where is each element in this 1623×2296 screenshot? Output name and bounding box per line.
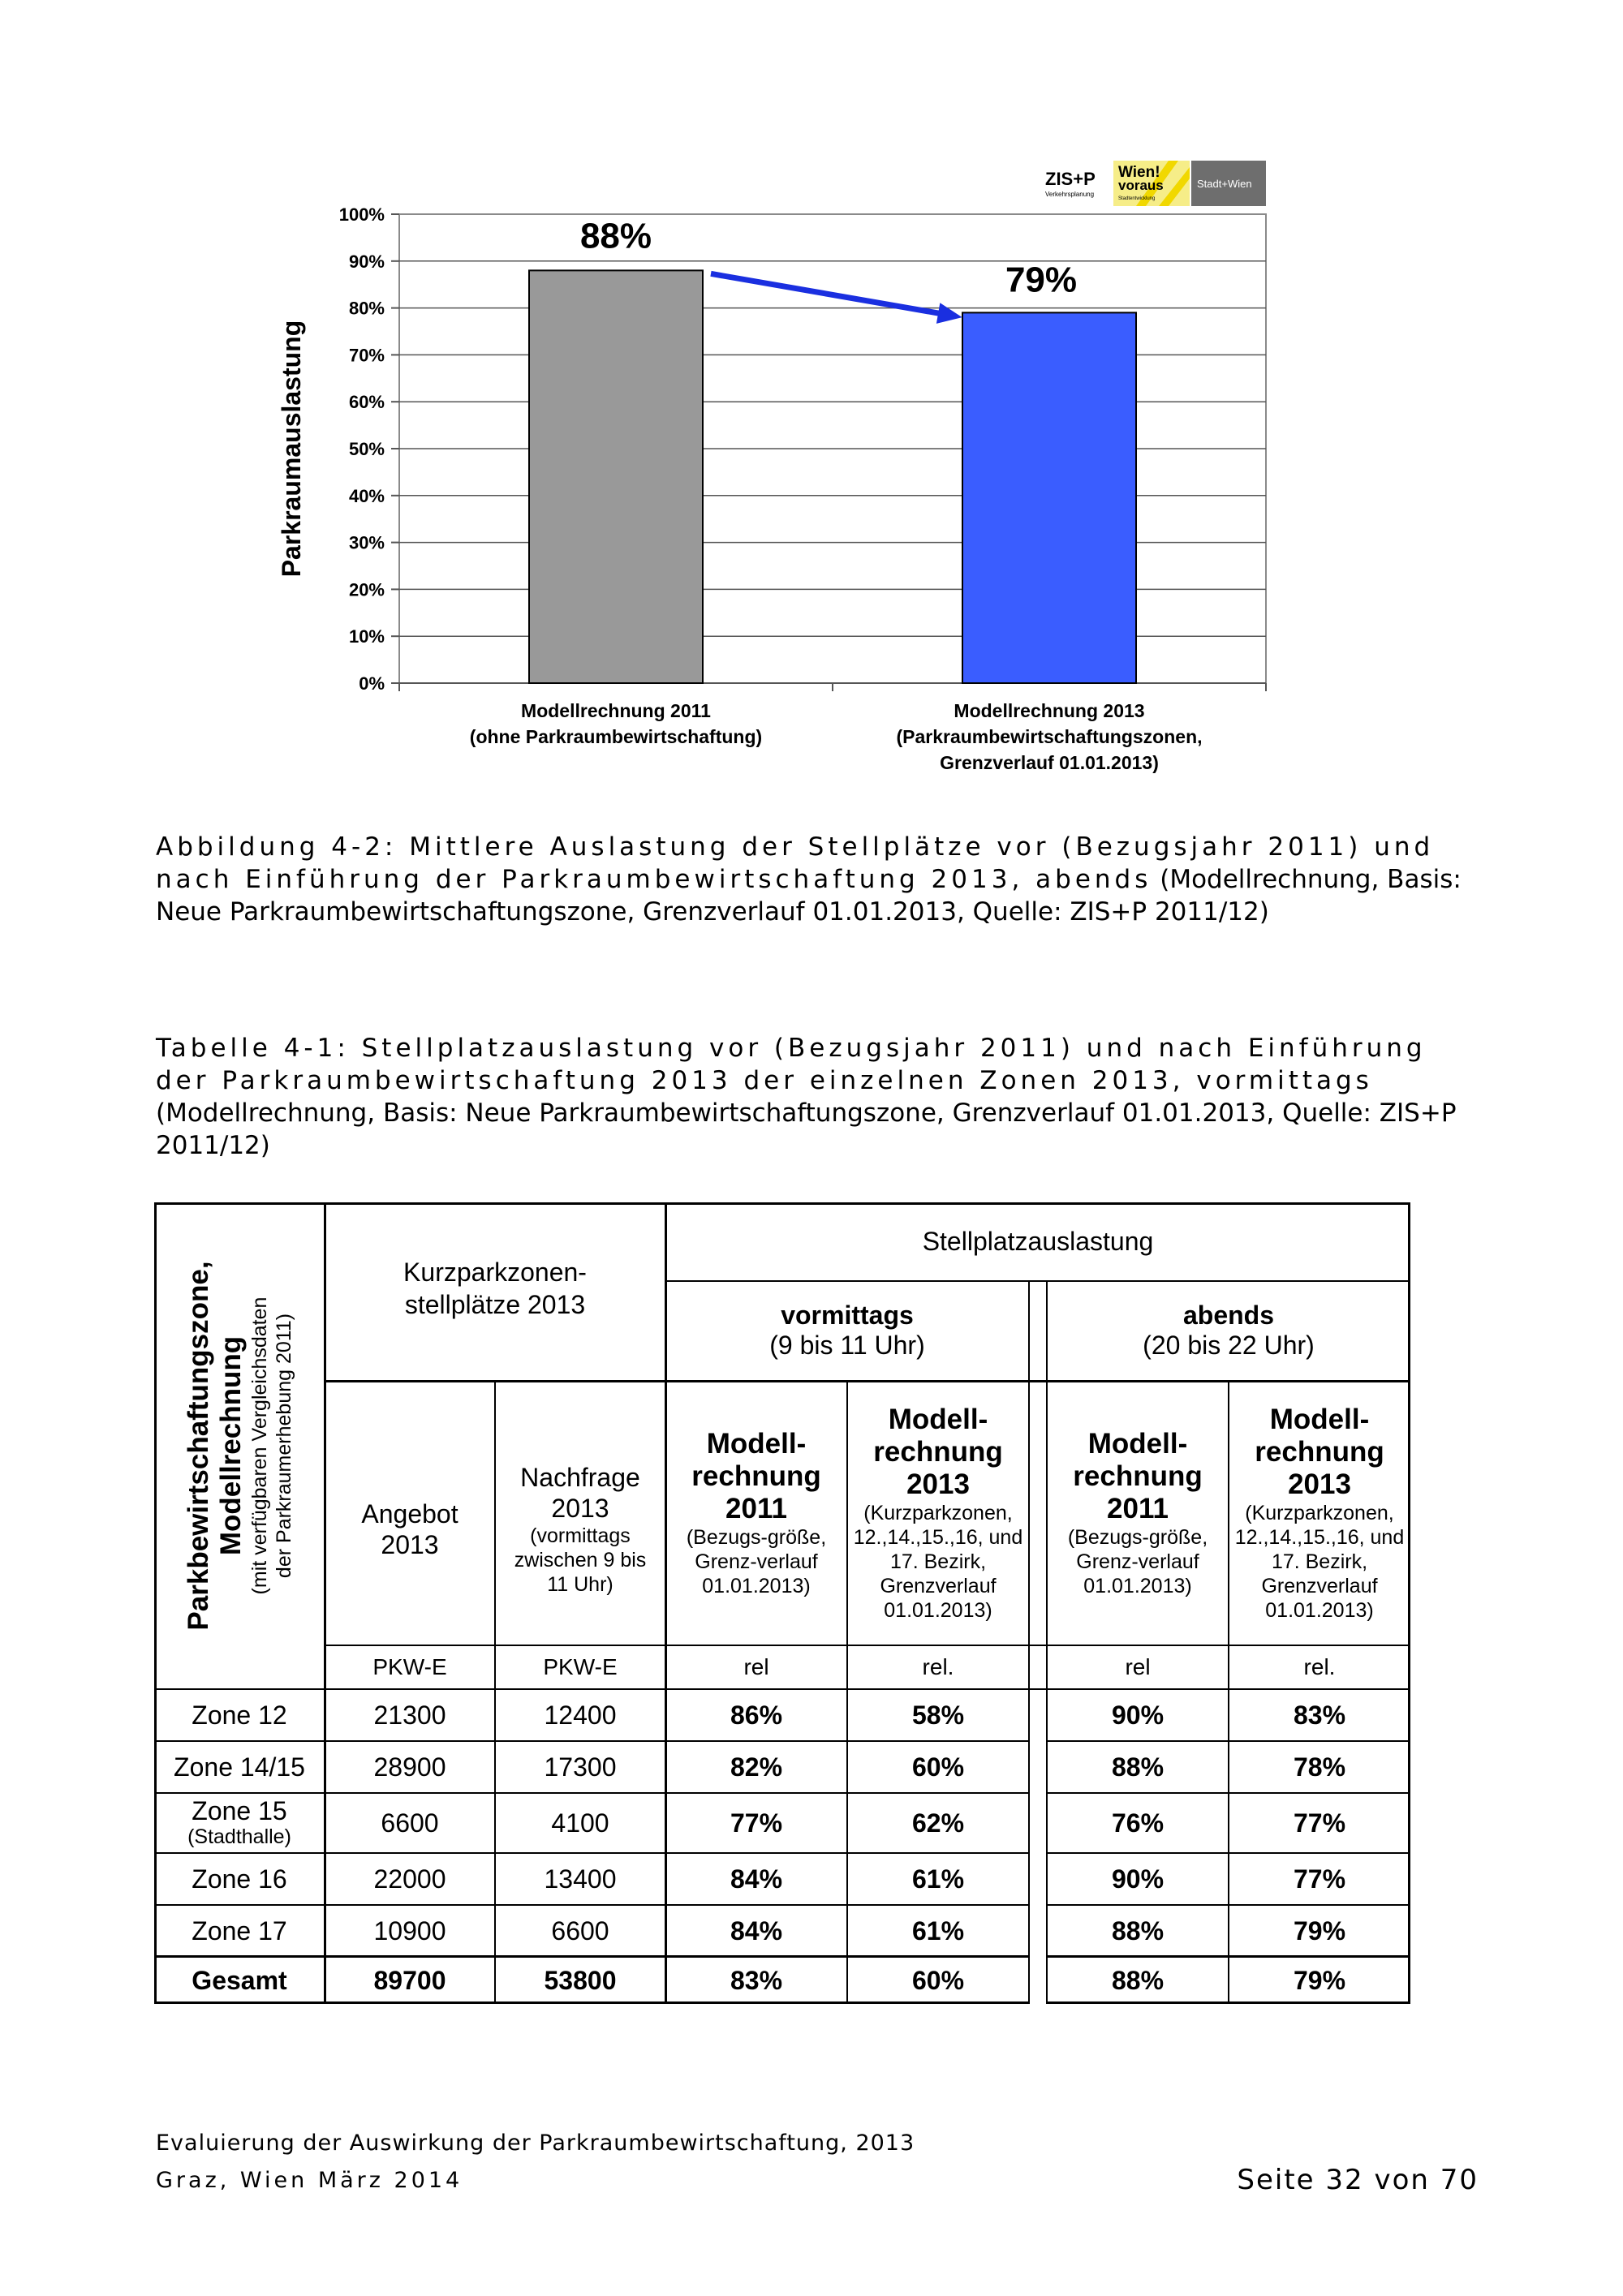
bar-chart xyxy=(0,0,1623,795)
cell-value: 60% xyxy=(911,1752,965,1782)
table-rule xyxy=(494,1380,496,2004)
cell-value: 78% xyxy=(1293,1752,1346,1782)
table-rule xyxy=(324,1202,326,2004)
table-cell xyxy=(665,1741,847,1793)
a2013-header: Modell-rechnung 2013 (Kurzparkzonen, 12.,14.,15.,16, und 17. Bezirk, Grenzverlauf 01.01.2013) xyxy=(1234,1404,1405,1622)
cell-value: 86% xyxy=(730,1700,783,1730)
bar-2 xyxy=(962,312,1136,683)
table-row-label xyxy=(154,1689,325,1741)
zone-header-rotated xyxy=(183,1219,296,1673)
category-label: (Parkraumbewirtschaftungszonen, xyxy=(896,726,1203,747)
results-table xyxy=(154,1202,1410,2004)
table-cell xyxy=(325,1853,495,1905)
bar-1 xyxy=(529,270,703,683)
table-rule xyxy=(665,1202,667,2004)
table-cell xyxy=(665,1793,847,1853)
table-cell xyxy=(1229,1853,1410,1905)
cell-value: Zone 15 xyxy=(192,1796,287,1825)
table-cell xyxy=(847,1853,1029,1905)
table-rule xyxy=(1046,1280,1048,2004)
cell-value: Zone 17 xyxy=(192,1915,287,1946)
table-rule xyxy=(154,1792,1029,1794)
cell-value: 21300 xyxy=(373,1700,446,1730)
cell-value: 79% xyxy=(1293,1965,1346,1995)
y-tick-label: 40% xyxy=(348,485,385,506)
table-cell xyxy=(325,1905,495,1957)
table-cell xyxy=(1047,1853,1229,1905)
table-rule xyxy=(154,2001,1029,2004)
data-label-2: 79% xyxy=(1005,260,1078,300)
category-label: (ohne Parkraumbewirtschaftung) xyxy=(469,726,763,747)
cell-value: 84% xyxy=(730,1915,783,1946)
table-cell xyxy=(325,1793,495,1853)
table-cell xyxy=(495,1793,665,1853)
table-cell xyxy=(847,1741,1029,1793)
cell-value: 88% xyxy=(1111,1915,1165,1946)
table-row-label xyxy=(154,1741,325,1793)
table-rule xyxy=(325,1645,1410,1646)
cell-value: 61% xyxy=(911,1864,965,1894)
table-cell xyxy=(1047,1905,1229,1957)
table-cell xyxy=(325,1689,495,1741)
y-axis-title: Parkraumauslastung xyxy=(277,320,306,578)
y-tick-label: 30% xyxy=(348,532,385,553)
table-cell xyxy=(1229,1689,1410,1741)
unit-label: rel. xyxy=(1303,1654,1336,1679)
cell-value: 77% xyxy=(730,1808,783,1838)
table-cell xyxy=(1047,1689,1229,1741)
cell-value: Zone 14/15 xyxy=(174,1752,305,1782)
kurzparkzonen-header: Kurzparkzonen-stellplätze 2013 xyxy=(403,1258,587,1319)
table-rule xyxy=(1028,1280,1030,2004)
v2011-header: Modell-rechnung 2011 (Bezugs-größe, Grenz-verlauf 01.01.2013) xyxy=(686,1428,827,1597)
cell-value: 4100 xyxy=(551,1808,609,1838)
table-cell xyxy=(495,1905,665,1957)
table-row-label xyxy=(154,1853,325,1905)
y-tick-label: 80% xyxy=(348,298,385,319)
abends-header: abends (20 bis 22 Uhr) xyxy=(1143,1301,1315,1360)
table-rule xyxy=(846,1380,848,2004)
cell-value: 61% xyxy=(911,1915,965,1946)
cell-value: 82% xyxy=(730,1752,783,1782)
table-cell xyxy=(1229,1957,1410,2004)
cell-value: Zone 16 xyxy=(192,1864,287,1894)
table-cell xyxy=(325,1741,495,1793)
cell-value: 60% xyxy=(911,1965,965,1995)
y-tick-label: 0% xyxy=(359,673,385,694)
table-cell xyxy=(495,1741,665,1793)
table-cell xyxy=(495,1957,665,2004)
cell-value: 84% xyxy=(730,1864,783,1894)
cell-value: 88% xyxy=(1111,1752,1165,1782)
figure-caption xyxy=(156,831,1487,928)
cell-value: 77% xyxy=(1293,1808,1346,1838)
y-tick-label: 10% xyxy=(348,626,385,647)
table-row-label xyxy=(154,1905,325,1957)
cell-value: 76% xyxy=(1111,1808,1165,1838)
stellplatzauslastung-header: Stellplatzauslastung xyxy=(922,1226,1154,1256)
table-rule xyxy=(154,1955,1029,1958)
table-cell xyxy=(665,1957,847,2004)
zone-note: (Stadthalle) xyxy=(187,1825,291,1848)
cell-value: 83% xyxy=(730,1965,783,1995)
y-tick-label: 20% xyxy=(348,579,385,600)
table-cell xyxy=(665,1905,847,1957)
table-row-label xyxy=(154,1793,325,1853)
cell-value: 6600 xyxy=(551,1915,609,1946)
unit-label: PKW-E xyxy=(543,1654,618,1679)
table-cell xyxy=(847,1689,1029,1741)
unit-label: rel xyxy=(1125,1654,1151,1679)
table-rule xyxy=(325,1380,1410,1382)
zone-header-cell xyxy=(154,1202,325,1689)
cell-value: 62% xyxy=(911,1808,965,1838)
cell-value: 88% xyxy=(1111,1965,1165,1995)
data-label-1: 88% xyxy=(579,216,652,256)
figure-caption-spaced: Abbildung 4-2: Mittlere Auslastung der Stellplätze vor (Bezugsjahr 2011) und nach Einführung der Parkraumbewirtschaftung 2013, abends xyxy=(156,832,1435,894)
cell-value: 90% xyxy=(1111,1864,1165,1894)
table-rule xyxy=(154,1202,157,2004)
table-cell xyxy=(1229,1905,1410,1957)
table-cell xyxy=(1229,1741,1410,1793)
table-rule xyxy=(154,1904,1029,1906)
unit-label: rel. xyxy=(922,1654,954,1679)
zis-logo-sub: Verkehrsplanung xyxy=(1045,191,1095,198)
table-cell xyxy=(325,1957,495,2004)
cell-value: 17300 xyxy=(544,1752,617,1782)
cell-value: 83% xyxy=(1293,1700,1346,1730)
y-tick-label: 100% xyxy=(338,204,385,225)
category-label: Modellrechnung 2011 xyxy=(521,700,711,721)
table-row-label xyxy=(154,1957,325,2004)
footer-title: Evaluierung der Auswirkung der Parkraumbewirtschaftung, 2013 xyxy=(156,2130,915,2156)
wien-logo-line2: voraus xyxy=(1118,178,1164,193)
vormittags-header: vormittags (9 bis 11 Uhr) xyxy=(769,1301,925,1360)
cell-value: 6600 xyxy=(381,1808,439,1838)
table-rule xyxy=(1228,1380,1229,2004)
table-cell xyxy=(495,1853,665,1905)
cell-value: 53800 xyxy=(544,1965,617,1995)
table-cell xyxy=(495,1689,665,1741)
cell-value: 22000 xyxy=(373,1864,446,1894)
cell-value: Gesamt xyxy=(192,1965,287,1995)
cell-value: 58% xyxy=(911,1700,965,1730)
cell-value: 13400 xyxy=(544,1864,617,1894)
table-caption-normal: (Modellrechnung, Basis: Neue Parkraumbewirtschaftungszone, Grenzverlauf 01.01.2013, Quelle: ZIS+P 2011/12) xyxy=(156,1099,1457,1160)
cell-value: 90% xyxy=(1111,1700,1165,1730)
table-rule xyxy=(665,1280,1410,1282)
logo-group xyxy=(1039,161,1266,206)
table-rule xyxy=(1408,1202,1410,2004)
angebot-header: Angebot 2013 xyxy=(361,1499,458,1559)
table-caption-spaced: Tabelle 4-1: Stellplatzauslastung vor (Bezugsjahr 2011) und nach Einführung der Parkraumbewirtschaftung 2013 der einzelnen Zonen 2013, vormittags xyxy=(156,1034,1427,1095)
y-tick-label: 50% xyxy=(348,439,385,459)
table-cell xyxy=(1047,1957,1229,2004)
y-tick-label: 60% xyxy=(348,392,385,413)
unit-label: rel xyxy=(743,1654,769,1679)
cell-value: 77% xyxy=(1293,1864,1346,1894)
cell-value: Zone 12 xyxy=(192,1700,287,1730)
figure-caption-normal: (Modellrechnung, Basis: Neue Parkraumbewirtschaftungszone, Grenzverlauf 01.01.2013, Quelle: ZIS+P 2011/12) xyxy=(156,865,1462,927)
table-cell xyxy=(1229,1793,1410,1853)
table-cell xyxy=(665,1689,847,1741)
table-cell xyxy=(847,1905,1029,1957)
table-cell xyxy=(665,1853,847,1905)
table-rule xyxy=(154,1688,1410,1690)
zone-header-note: (mit verfügbaren Vergleichsdaten der Parkraumerhebung 2011) xyxy=(248,1296,295,1595)
wien-logo-sub: Stadtentwicklung xyxy=(1118,196,1156,201)
table-cell xyxy=(847,1793,1029,1853)
nachfrage-header: Nachfrage 2013 (vormittags zwischen 9 bis 11 Uhr) xyxy=(514,1463,647,1596)
v2013-header: Modell-rechnung 2013 (Kurzparkzonen, 12.,14.,15.,16, und 17. Bezirk, Grenzverlauf 01.01.2013) xyxy=(853,1404,1023,1622)
zis-logo-text: ZIS+P xyxy=(1045,169,1096,189)
table-cell xyxy=(847,1957,1029,2004)
cell-value: 10900 xyxy=(373,1915,446,1946)
unit-label: PKW-E xyxy=(372,1654,447,1679)
table-rule xyxy=(154,1852,1029,1854)
footer-place-date: Graz, Wien März 2014 xyxy=(156,2168,463,2193)
cell-value: 79% xyxy=(1293,1915,1346,1946)
category-label: Grenzverlauf 01.01.2013) xyxy=(940,752,1159,773)
y-tick-label: 70% xyxy=(348,345,385,366)
a2011-header: Modell-rechnung 2011 (Bezugs-größe, Grenz-verlauf 01.01.2013) xyxy=(1067,1428,1208,1597)
y-tick-label: 90% xyxy=(348,251,385,272)
table-rule xyxy=(154,1740,1029,1742)
table-rule xyxy=(154,1202,1410,1205)
cell-value: 12400 xyxy=(544,1700,617,1730)
table-cell xyxy=(1047,1793,1229,1853)
wien-logo-line1: Wien! xyxy=(1118,164,1160,181)
table-caption xyxy=(156,1032,1487,1162)
page-number: Seite 32 von 70 xyxy=(1237,2164,1479,2196)
cell-value: 28900 xyxy=(373,1752,446,1782)
category-label: Modellrechnung 2013 xyxy=(954,700,1145,721)
stadt-wien-logo: Stadt+Wien xyxy=(1197,178,1252,190)
table-cell xyxy=(1047,1741,1229,1793)
cell-value: 89700 xyxy=(373,1965,446,1995)
zone-header-title: Parkbewirtschaftungszone, Modellrechnung xyxy=(183,1261,247,1631)
